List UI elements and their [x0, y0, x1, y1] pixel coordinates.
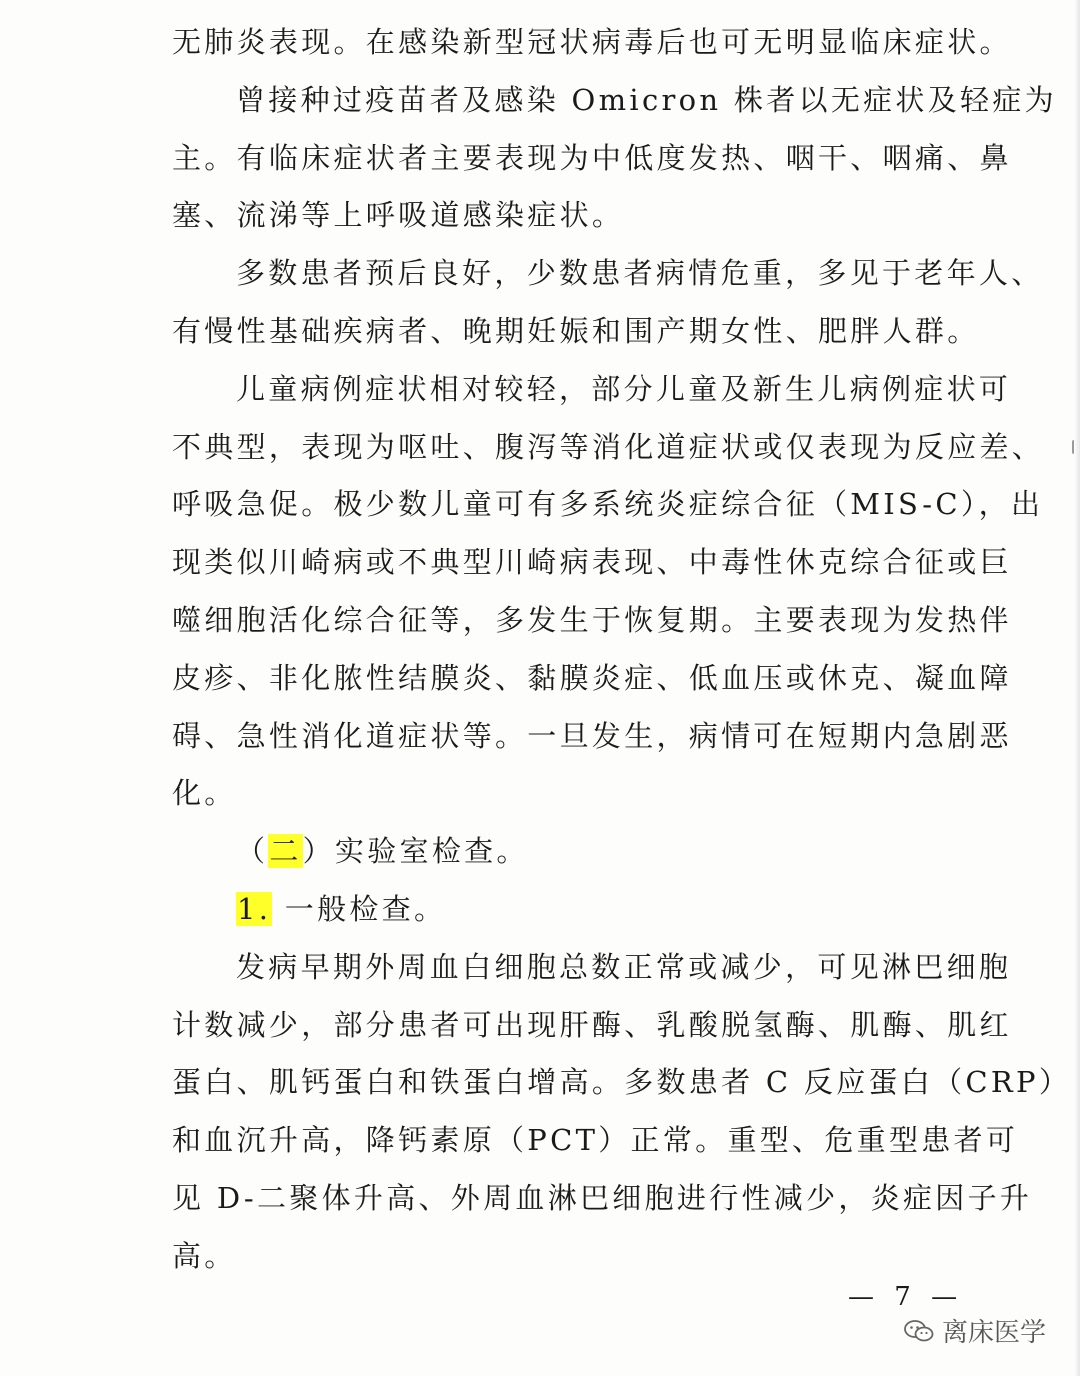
section-heading: [172, 823, 932, 881]
page-number: — 7 —: [848, 1282, 964, 1312]
text-line: 计数减少，部分患者可出现肝酶、乳酸脱氢酶、肌酶、肌红: [172, 1007, 1012, 1042]
section-number-highlight: 二: [269, 834, 302, 869]
text-line: 无肺炎表现。在感染新型冠状病毒后也可无明显临床症状。: [172, 25, 1012, 59]
subsection-heading: [172, 881, 932, 939]
text-line: 有慢性基础疾病者、晚期妊娠和围产期女性、肥胖人群。: [172, 313, 980, 348]
text-line: 皮疹、非化脓性结膜炎、黏膜炎症、低血压或休克、凝血障: [172, 660, 1012, 695]
text-line: 见 D-二聚体升高、外周血淋巴细胞进行性减少，炎症因子升: [172, 1180, 1033, 1215]
text-line: 不典型，表现为呕吐、腹泻等消化道症状或仅表现为反应差、: [172, 429, 1045, 464]
text-line: 和血沉升高，降钙素原（PCT）正常。重型、危重型患者可: [172, 1123, 1019, 1158]
text-line: 噬细胞活化综合征等，多发生于恢复期。主要表现为发热伴: [172, 602, 1012, 637]
text-line: 曾接种过疫苗者及感染 Omicron 株者以无症状及轻症为: [236, 82, 1057, 117]
page-edge: [1074, 0, 1080, 1376]
text-line: 现类似川崎病或不典型川崎病表现、中毒性休克综合征或巨: [172, 545, 1012, 580]
text-line: 高。: [172, 1238, 237, 1273]
text-line: 蛋白、肌钙蛋白和铁蛋白增高。多数患者 C 反应蛋白（CRP）: [172, 1065, 1072, 1100]
text-line: 化。: [172, 776, 237, 811]
watermark-text: 离床医学: [942, 1318, 1047, 1348]
section-heading-text: ）实验室检查。: [302, 834, 529, 869]
subsection-number-highlight: 1.: [237, 891, 272, 926]
section-heading-open: （: [236, 834, 269, 869]
text-line: 多数患者预后良好，少数患者病情危重，多见于老年人、: [236, 256, 1044, 291]
subsection-heading-text: 一般检查。: [272, 891, 447, 926]
text-line: 塞、流涕等上呼吸道感染症状。: [172, 198, 625, 233]
text-line: 碍、急性消化道症状等。一旦发生，病情可在短期内急剧恶: [172, 718, 1012, 753]
wechat-icon: [904, 1319, 934, 1343]
watermark: [904, 1312, 1046, 1349]
text-line: 呼吸急促。极少数儿童可有多系统炎症综合征（MIS-C），出: [172, 487, 1044, 522]
text-line: 儿童病例症状相对较轻，部分儿童及新生儿病例症状可: [236, 371, 1012, 406]
text-line: 主。有临床症状者主要表现为中低度发热、咽干、咽痛、鼻: [172, 140, 1012, 175]
text-line: 发病早期外周血白细胞总数正常或减少，可见淋巴细胞: [236, 949, 1012, 984]
body-text: [172, 14, 1072, 1286]
